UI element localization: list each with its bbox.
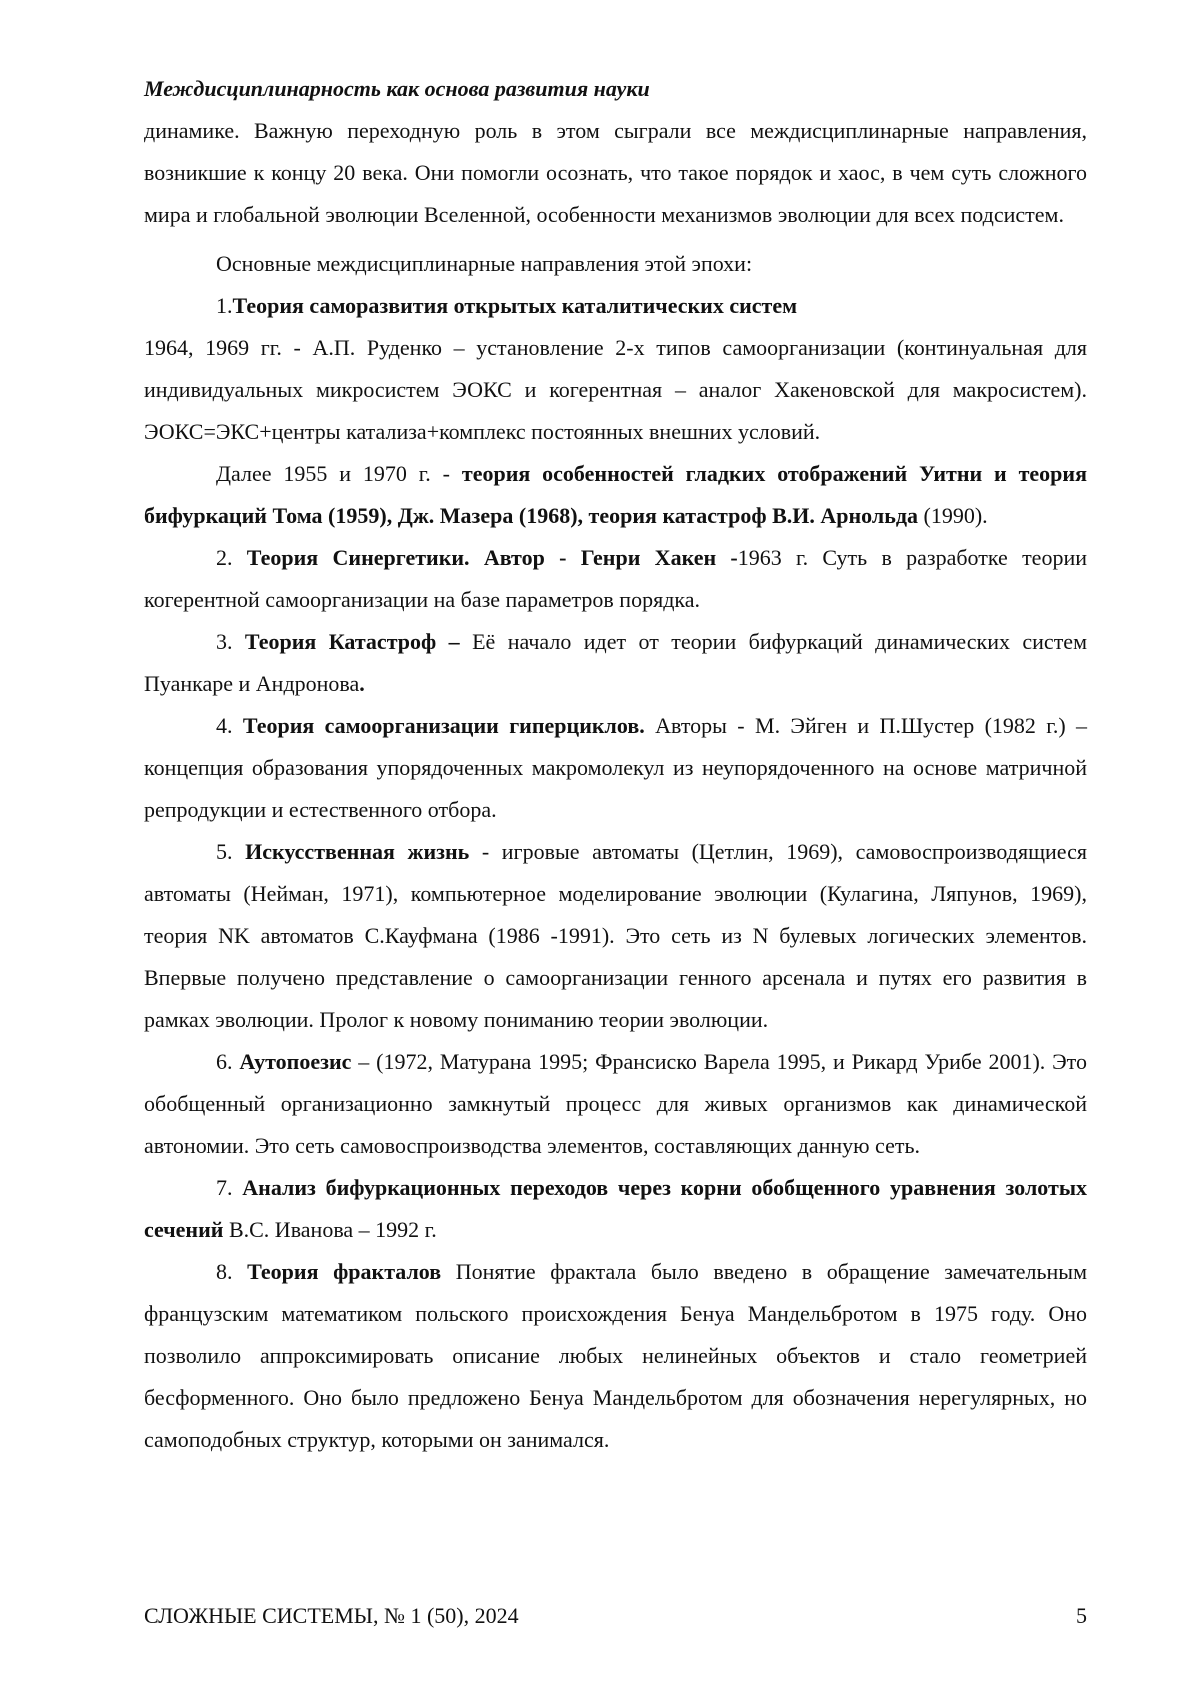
list-item-4: [144, 705, 1087, 831]
list-item-7: [144, 1167, 1087, 1251]
list-item-3: [144, 621, 1087, 705]
list-item-text: – (1972, Матурана 1995; Франсиско Варела 1995, и Рикард Урибе 2001). Это обобщенный организационно замкнутый процесс для живых организмов как динамической автономии. Это сеть самовоспроизводства элементов, составляющих данную сеть.: [144, 1049, 1088, 1158]
list-item-5: [144, 831, 1087, 1041]
list-item-1-body: 1964, 1969 гг. - А.П. Руденко – установление 2-х типов самоорганизации (континуальная для индивидуальных микросистем ЭОКС и когерентная – аналог Хакеновской для макросистем). ЭОКС=ЭКС+центры катализа+комплекс постоянных внешних условий.: [144, 335, 1087, 444]
list-item-title: Теория Синергетики. Автор - Генри Хакен -: [246, 545, 738, 570]
paragraph-text: (1990).: [918, 503, 988, 528]
list-item-text: Понятие фрактала было введено в обращение замечательным французским математиком польского происхождения Бенуа Мандельбротом в 1975 году. Оно позволило аппроксимировать описание любых нелинейных объектов и стало геометрией бесформенного. Оно было предложено Бенуа Мандельбротом для обозначения нерегулярных, но самоподобных структур, которыми он занимался.: [144, 1259, 1088, 1452]
list-item-6: [144, 1041, 1087, 1167]
list-number: 7.: [216, 1175, 243, 1200]
list-item-text: Авторы - М. Эйген и П.Шустер (1982 г.) – концепция образования упорядоченных макромолекул из неупорядоченного на основе матричной репродукции и естественного отбора.: [144, 713, 1088, 822]
list-number: 3.: [216, 629, 245, 654]
list-item-text: 1963 г. Суть в разработке теории когерентной самоорганизации на базе параметров порядка.: [144, 545, 1087, 612]
list-item-title: Аутопоезис: [239, 1049, 352, 1074]
list-number: 2.: [216, 545, 247, 570]
list-item-title: Теория Катастроф –: [244, 629, 460, 654]
list-item-8: [144, 1251, 1087, 1461]
paragraph-catastrophe-history: [144, 453, 1087, 537]
list-item-2: [144, 537, 1087, 621]
list-number: 5.: [216, 839, 246, 864]
list-number: 6.: [216, 1049, 240, 1074]
list-number: 8.: [216, 1259, 248, 1284]
list-item-title: Теория фракталов: [247, 1259, 442, 1284]
list-item-text: В.С. Иванова – 1992 г.: [223, 1217, 437, 1242]
list-item-text: Её начало идет от теории бифуркаций динамических систем Пуанкаре и Андронова: [144, 629, 1087, 696]
running-title: Междисциплинарность как основа развития науки: [144, 76, 650, 101]
article-body: [144, 110, 1087, 1461]
paragraph-text: Далее 1955 и 1970 г. -: [216, 461, 462, 486]
list-item-title: Искусственная жизнь: [245, 839, 470, 864]
list-item-1-heading: [144, 285, 1087, 327]
list-number: 4.: [216, 713, 243, 738]
list-item-text: - игровые автоматы (Цетлин, 1969), самовоспроизводящиеся автоматы (Нейман, 1971), компьютерное моделирование эволюции (Кулагина, Ляпунов, 1969), теория NK автоматов С.Кауфмана (1986 -1991). Это сеть из N булевых логических элементов. Впервые получено представление о самоорганизации генного арсенала и путях его развития в рамках эволюции. Пролог к новому пониманию теории эволюции.: [144, 839, 1087, 1032]
list-item-title: Теория саморазвития открытых каталитических систем: [232, 293, 798, 318]
page-number: 5: [1076, 1603, 1087, 1628]
list-item-period: .: [359, 671, 365, 696]
footer-journal: СЛОЖНЫЕ СИСТЕМЫ, № 1 (50), 2024: [144, 1603, 519, 1628]
paragraph-continuation: динамике. Важную переходную роль в этом сыграли все междисциплинарные направления, возникшие к концу 20 века. Они помогли осознать, что такое порядок и хаос, в чем суть сложного мира и глобальной эволюции Вселенной, особенности механизмов эволюции для всех подсистем.: [144, 118, 1087, 227]
list-item-title: Теория самоорганизации гиперциклов.: [242, 713, 645, 738]
list-number: 1.: [216, 293, 233, 318]
paragraph-bold-text: теория особенностей гладких отображений Уитни и теория бифуркаций Тома (1959), Дж. Мазера (1968), теория катастроф В.И. Арнольда: [144, 461, 1087, 528]
list-item-title: Анализ бифуркационных переходов через корни обобщенного уравнения золотых сечений: [144, 1175, 1087, 1242]
paragraph-intro: Основные междисциплинарные направления этой эпохи:: [216, 251, 753, 276]
